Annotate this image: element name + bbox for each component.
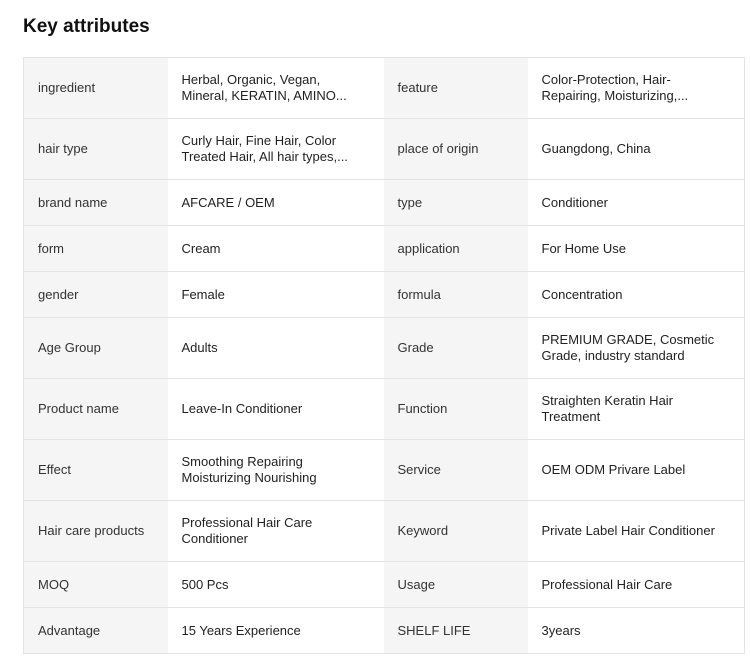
attribute-row xyxy=(24,318,745,379)
attribute-label: Grade xyxy=(384,318,528,379)
attribute-label: gender xyxy=(24,272,168,318)
attribute-label: hair type xyxy=(24,119,168,180)
attribute-label: Service xyxy=(384,440,528,501)
attribute-value: 15 Years Experience xyxy=(168,608,384,654)
attribute-value: Professional Hair Care xyxy=(528,562,745,608)
attribute-value: Conditioner xyxy=(528,180,745,226)
attribute-label: type xyxy=(384,180,528,226)
attribute-label: MOQ xyxy=(24,562,168,608)
attribute-value: 3years xyxy=(528,608,745,654)
attribute-label: Function xyxy=(384,379,528,440)
attribute-value: 500 Pcs xyxy=(168,562,384,608)
attribute-label: Keyword xyxy=(384,501,528,562)
attribute-value: Straighten Keratin Hair Treatment xyxy=(528,379,745,440)
attribute-label: Advantage xyxy=(24,608,168,654)
attribute-value: For Home Use xyxy=(528,226,745,272)
attribute-value: AFCARE / OEM xyxy=(168,180,384,226)
attribute-value: PREMIUM GRADE, Cosmetic Grade, industry standard xyxy=(528,318,745,379)
attribute-label: Usage xyxy=(384,562,528,608)
attribute-value: Private Label Hair Conditioner xyxy=(528,501,745,562)
attribute-label: form xyxy=(24,226,168,272)
attribute-label: Effect xyxy=(24,440,168,501)
key-attributes-table xyxy=(23,57,745,654)
attribute-row xyxy=(24,608,745,654)
attribute-value: OEM ODM Privare Label xyxy=(528,440,745,501)
attribute-label: SHELF LIFE xyxy=(384,608,528,654)
attribute-row xyxy=(24,501,745,562)
attribute-value: Curly Hair, Fine Hair, Color Treated Hair, All hair types,... xyxy=(168,119,384,180)
attribute-value: Guangdong, China xyxy=(528,119,745,180)
attribute-value: Color-Protection, Hair-Repairing, Moisturizing,... xyxy=(528,58,745,119)
attribute-label: Product name xyxy=(24,379,168,440)
attribute-label: Hair care products xyxy=(24,501,168,562)
attribute-row xyxy=(24,180,745,226)
attribute-value: Female xyxy=(168,272,384,318)
attribute-value: Cream xyxy=(168,226,384,272)
attribute-row xyxy=(24,562,745,608)
attribute-row xyxy=(24,379,745,440)
attribute-row xyxy=(24,440,745,501)
attribute-value: Adults xyxy=(168,318,384,379)
section-title: Key attributes xyxy=(23,16,150,37)
attribute-value: Herbal, Organic, Vegan, Mineral, KERATIN, AMINO... xyxy=(168,58,384,119)
attribute-label: application xyxy=(384,226,528,272)
attribute-row xyxy=(24,272,745,318)
attribute-row xyxy=(24,58,745,119)
attribute-value: Smoothing Repairing Moisturizing Nourishing xyxy=(168,440,384,501)
attribute-label: place of origin xyxy=(384,119,528,180)
attribute-row xyxy=(24,226,745,272)
attribute-label: ingredient xyxy=(24,58,168,119)
attribute-value: Professional Hair Care Conditioner xyxy=(168,501,384,562)
attribute-value: Leave-In Conditioner xyxy=(168,379,384,440)
attribute-value: Concentration xyxy=(528,272,745,318)
attribute-label: brand name xyxy=(24,180,168,226)
attribute-label: formula xyxy=(384,272,528,318)
attribute-label: Age Group xyxy=(24,318,168,379)
attribute-label: feature xyxy=(384,58,528,119)
attribute-row xyxy=(24,119,745,180)
